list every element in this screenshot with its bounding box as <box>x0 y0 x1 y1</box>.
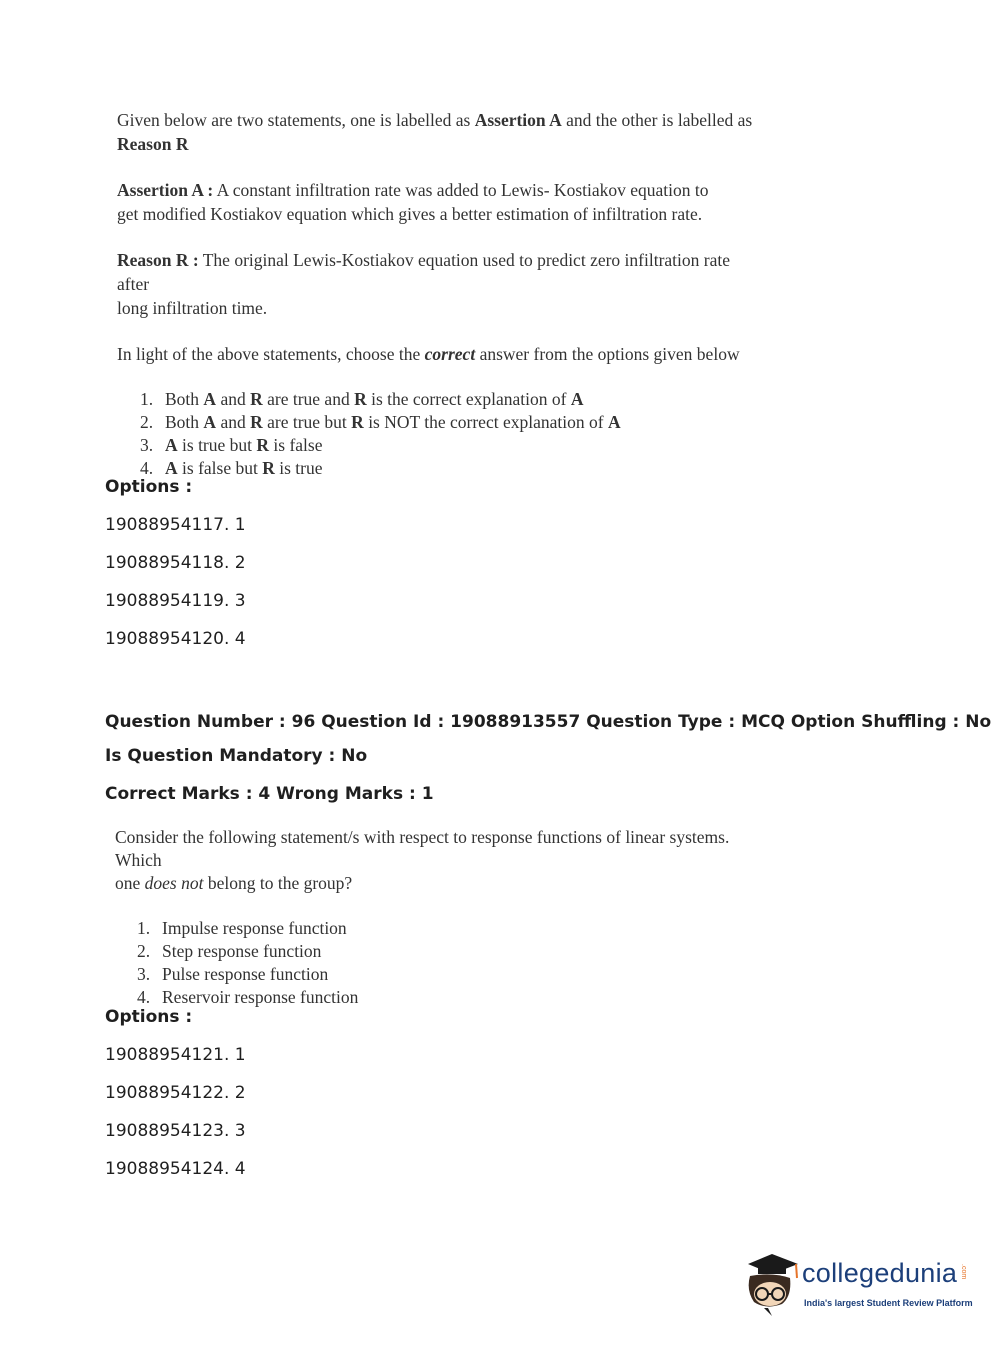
option-item: 19088954120. 4 <box>105 629 246 649</box>
mandatory-line: Is Question Mandatory : No <box>105 746 368 766</box>
question-95-body <box>117 108 757 480</box>
list-item: 3. A is true but R is false <box>140 435 323 455</box>
question-text: Consider the following statement/s with respect to response functions of linear systems. Which <box>115 827 730 870</box>
question-header: Question Number : 96 Question Id : 19088913557 Question Type : MCQ Option Shuffling : No <box>105 712 992 732</box>
collegedunia-logo <box>742 1250 972 1320</box>
statement-list <box>117 388 757 480</box>
list-item: 3. Pulse response function <box>137 964 329 984</box>
list-item: 4. Reservoir response function <box>137 987 359 1007</box>
mascot-icon <box>742 1250 802 1320</box>
option-item: 19088954123. 3 <box>105 1121 246 1141</box>
options-label: Options : <box>105 477 193 497</box>
reason-line2: long infiltration time. <box>117 298 268 318</box>
instruction: In light of the above statements, choose the correct answer from the options given below <box>117 344 740 364</box>
list-item: 4. A is false but R is true <box>140 458 323 478</box>
intro-text: Given below are two statements, one is labelled as Assertion A and the other is labelled as <box>117 110 753 130</box>
reason: Reason R : The original Lewis-Kostiakov equation used to predict zero infiltration rate after <box>117 250 730 294</box>
list-item: 1. Impulse response function <box>137 918 347 938</box>
assertion-line2: get modified Kostiakov equation which gives a better estimation of infiltration rate. <box>117 204 703 224</box>
marks-line: Correct Marks : 4 Wrong Marks : 1 <box>105 784 434 804</box>
options-label: Options : <box>105 1007 193 1027</box>
logo-tagline: India's largest Student Review Platform <box>804 1298 973 1308</box>
option-item: 19088954124. 4 <box>105 1159 246 1179</box>
question-96-body <box>115 826 755 1009</box>
list-item: 2. Step response function <box>137 941 322 961</box>
list-item: 2. Both A and R are true but R is NOT the correct explanation of A <box>140 412 621 432</box>
option-item: 19088954118. 2 <box>105 553 246 573</box>
question-text-line2: one does not belong to the group? <box>115 873 353 893</box>
option-item: 19088954121. 1 <box>105 1045 246 1065</box>
response-list <box>115 917 755 1009</box>
option-item: 19088954117. 1 <box>105 515 246 535</box>
logo-wordmark: collegedunia <box>802 1258 958 1288</box>
option-item: 19088954119. 3 <box>105 591 246 611</box>
option-item: 19088954122. 2 <box>105 1083 246 1103</box>
logo-com: .com <box>960 1264 967 1280</box>
assertion: Assertion A : A constant infiltration rate was added to Lewis- Kostiakov equation to <box>117 180 709 200</box>
intro-text-line2: Reason R <box>117 134 189 154</box>
list-item: 1. Both A and R are true and R is the correct explanation of A <box>140 389 584 409</box>
